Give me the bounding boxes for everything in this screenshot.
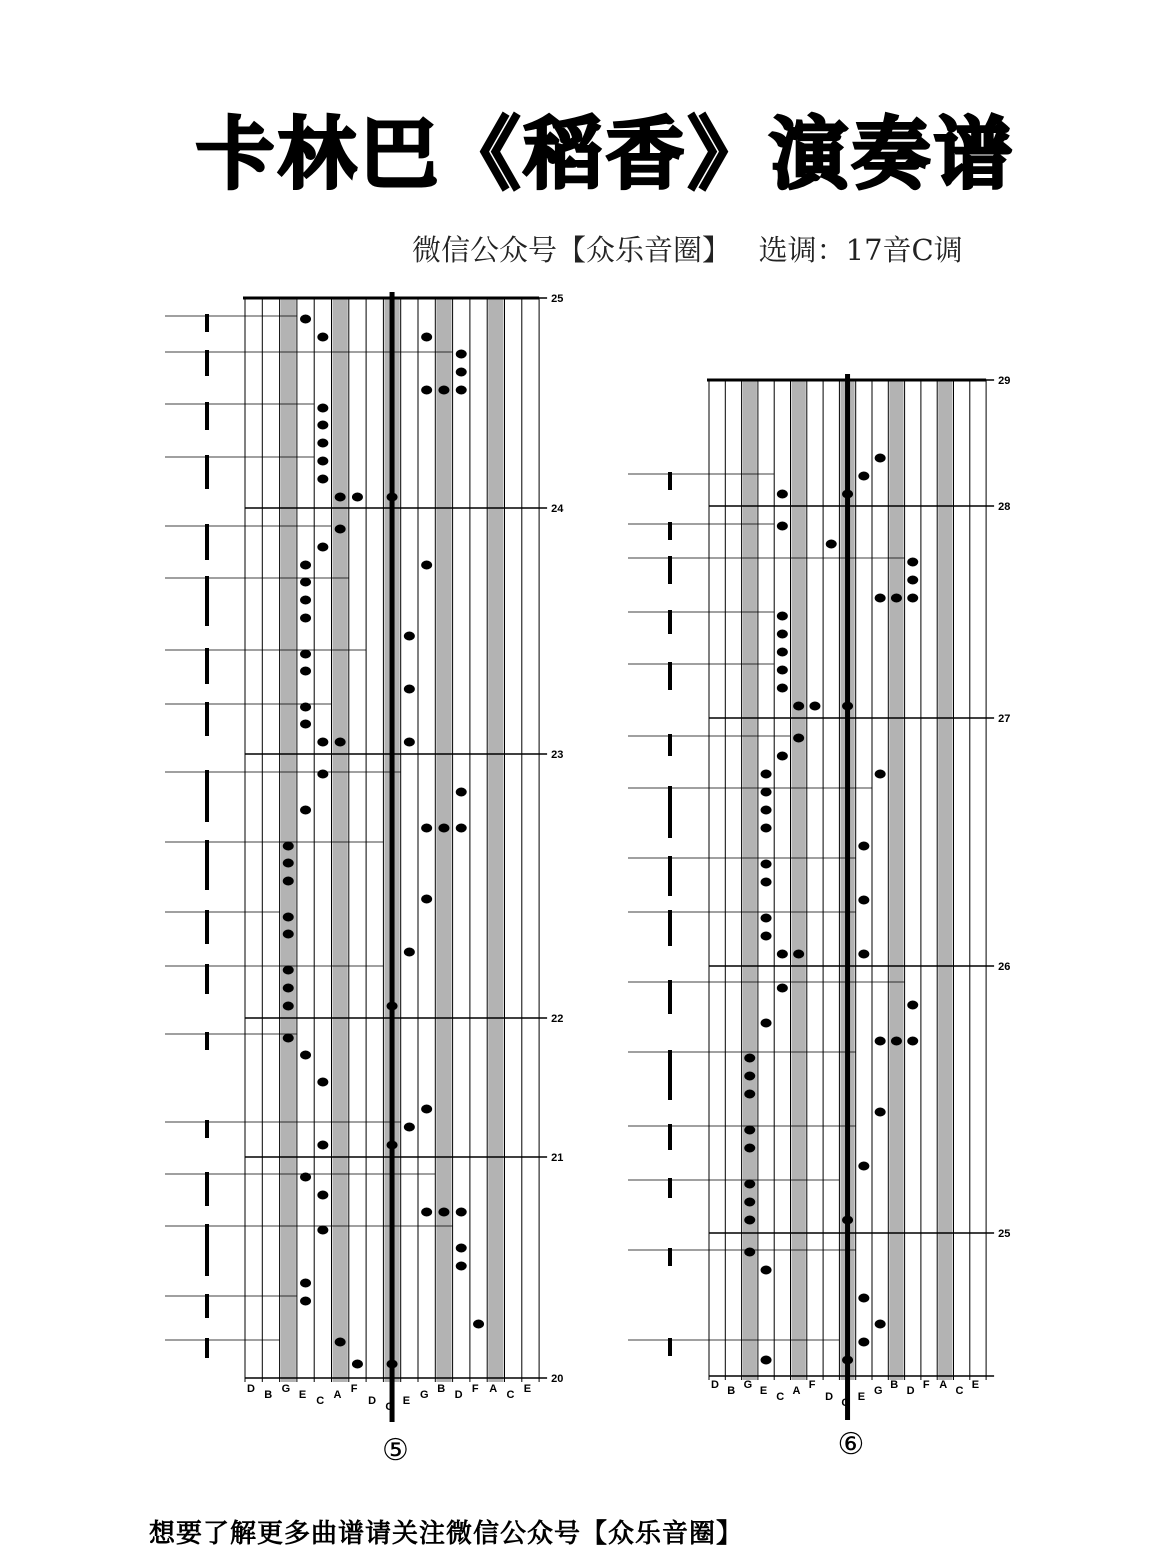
rhythm-bar [205, 1032, 209, 1050]
note-dot [317, 457, 328, 466]
note-dot [317, 439, 328, 448]
grey-tine [333, 298, 348, 1382]
note-dot [456, 1262, 467, 1271]
note-dot [283, 877, 294, 886]
note-dot [777, 950, 788, 959]
tine-label: A [489, 1383, 498, 1395]
note-dot [421, 1208, 432, 1217]
tine-label: E [298, 1389, 307, 1401]
rhythm-bar [205, 964, 209, 994]
rhythm-bar [205, 702, 209, 736]
note-dot [300, 1279, 311, 1288]
tine-label: B [890, 1379, 899, 1391]
tine-label: E [759, 1385, 768, 1397]
note-dot [891, 1037, 902, 1046]
note-dot [335, 493, 346, 502]
note-dot [761, 1356, 772, 1365]
note-dot [404, 948, 415, 957]
note-dot [793, 734, 804, 743]
note-dot [317, 770, 328, 779]
note-dot [283, 842, 294, 851]
note-dot [300, 1173, 311, 1182]
rhythm-bar [668, 980, 672, 1014]
note-dot [300, 315, 311, 324]
tine-label: F [471, 1383, 479, 1395]
note-dot [300, 667, 311, 676]
rhythm-bar [205, 840, 209, 890]
note-dot [891, 594, 902, 603]
note-dot [875, 1037, 886, 1046]
note-dot [317, 1141, 328, 1150]
note-dot [744, 1198, 755, 1207]
note-dot [777, 612, 788, 621]
rhythm-bar [668, 856, 672, 896]
note-dot [404, 738, 415, 747]
note-dot [777, 630, 788, 639]
note-dot [761, 878, 772, 887]
tine-label: G [743, 1379, 753, 1391]
note-dot [761, 914, 772, 923]
tine-label: B [437, 1383, 446, 1395]
tine-label: C [385, 1401, 394, 1413]
tine-label: G [420, 1389, 429, 1401]
rhythm-bar [668, 734, 672, 756]
rhythm-bar [205, 455, 209, 489]
tine-label: F [808, 1379, 816, 1391]
note-dot [744, 1054, 755, 1063]
note-dot [907, 1037, 918, 1046]
note-dot [744, 1248, 755, 1257]
tine-label: E [523, 1383, 532, 1395]
tine-label: E [857, 1391, 866, 1403]
rhythm-bar [668, 1124, 672, 1150]
tine-label: D [906, 1385, 915, 1397]
note-dot [438, 824, 449, 833]
grey-tine [281, 298, 296, 1382]
measure-number: 22 [551, 1013, 564, 1025]
rhythm-bar [205, 648, 209, 684]
note-dot [283, 930, 294, 939]
grey-tine [938, 380, 952, 1380]
note-dot [744, 1180, 755, 1189]
note-dot [283, 1002, 294, 1011]
note-dot [300, 614, 311, 623]
note-dot [421, 561, 432, 570]
rhythm-bar [668, 1248, 672, 1266]
note-dot [473, 1320, 484, 1329]
note-dot [387, 1360, 398, 1369]
grey-tine [488, 298, 503, 1382]
rhythm-bar [205, 576, 209, 626]
note-dot [456, 368, 467, 377]
note-dot [300, 596, 311, 605]
note-dot [300, 650, 311, 659]
tine-label: G [874, 1385, 883, 1397]
subtitle: 微信公众号【众乐音圈】 选调：17音C调 [412, 233, 963, 267]
rhythm-bar [668, 522, 672, 540]
measure-number: 26 [998, 961, 1011, 973]
page-title: 卡林巴《稻香》演奏谱 [195, 110, 1016, 200]
note-dot [744, 1126, 755, 1135]
note-dot [404, 632, 415, 641]
note-dot [300, 720, 311, 729]
note-dot [456, 350, 467, 359]
note-dot [858, 896, 869, 905]
grey-tine [792, 380, 806, 1380]
note-dot [335, 1338, 346, 1347]
tine-label: D [711, 1379, 719, 1391]
note-dot [335, 525, 346, 534]
note-dot [907, 594, 918, 603]
grey-tine [889, 380, 903, 1380]
note-dot [300, 578, 311, 587]
note-dot [352, 493, 363, 502]
note-dot [317, 738, 328, 747]
note-dot [421, 386, 432, 395]
tine-label: C [316, 1395, 325, 1407]
tine-label: D [247, 1383, 255, 1395]
rhythm-bar [205, 350, 209, 376]
tine-label: A [792, 1385, 801, 1397]
note-dot [842, 702, 853, 711]
note-dot [317, 475, 328, 484]
note-dot [907, 576, 918, 585]
rhythm-bar [668, 786, 672, 838]
note-dot [793, 950, 804, 959]
note-dot [387, 1002, 398, 1011]
note-dot [404, 685, 415, 694]
note-dot [858, 950, 869, 959]
note-dot [300, 1297, 311, 1306]
note-dot [335, 738, 346, 747]
rhythm-bar [205, 402, 209, 430]
measure-number: 24 [551, 503, 564, 515]
rhythm-bar [205, 314, 209, 332]
note-dot [761, 1266, 772, 1275]
note-dot [761, 1019, 772, 1028]
note-dot [777, 684, 788, 693]
section-number: ⑤ [382, 1433, 409, 1468]
rhythm-bar [668, 472, 672, 490]
rhythm-bar [668, 556, 672, 584]
note-dot [300, 1051, 311, 1060]
measure-number: 29 [998, 375, 1011, 387]
note-dot [858, 842, 869, 851]
note-dot [283, 966, 294, 975]
note-dot [858, 1338, 869, 1347]
measure-number: 27 [998, 713, 1011, 725]
rhythm-bar [205, 770, 209, 822]
rhythm-bar [668, 662, 672, 690]
footer-note: 想要了解更多曲谱请关注微信公众号【众乐音圈】 [148, 1519, 743, 1547]
rhythm-bar [205, 524, 209, 560]
note-dot [317, 1226, 328, 1235]
tine-label: C [955, 1385, 964, 1397]
section-number: ⑥ [837, 1427, 865, 1462]
tine-label: E [971, 1379, 980, 1391]
note-dot [421, 824, 432, 833]
tine-label: F [350, 1383, 358, 1395]
rhythm-bar [205, 1172, 209, 1206]
note-dot [387, 493, 398, 502]
note-dot [777, 666, 788, 675]
note-dot [793, 702, 804, 711]
note-dot [317, 1078, 328, 1087]
tine-label: C [506, 1389, 515, 1401]
tine-label: E [402, 1395, 411, 1407]
note-dot [777, 984, 788, 993]
note-dot [421, 1105, 432, 1114]
note-dot [283, 1034, 294, 1043]
tine-label: D [825, 1391, 834, 1403]
tine-label: D [368, 1395, 377, 1407]
note-dot [300, 561, 311, 570]
rhythm-bar [668, 1050, 672, 1100]
rhythm-bar [205, 1224, 209, 1276]
note-dot [761, 770, 772, 779]
rhythm-bar [668, 910, 672, 946]
note-dot [777, 490, 788, 499]
note-dot [826, 540, 837, 549]
note-dot [744, 1216, 755, 1225]
note-dot [438, 386, 449, 395]
note-dot [875, 1108, 886, 1117]
note-dot [317, 543, 328, 552]
measure-number: 21 [551, 1152, 564, 1164]
rhythm-bar [205, 910, 209, 944]
note-dot [456, 386, 467, 395]
note-dot [744, 1072, 755, 1081]
note-dot [456, 1244, 467, 1253]
note-dot [761, 824, 772, 833]
note-dot [317, 421, 328, 430]
note-dot [352, 1360, 363, 1369]
note-dot [404, 1123, 415, 1132]
measure-number: 25 [998, 1228, 1011, 1240]
note-dot [317, 1191, 328, 1200]
note-dot [300, 703, 311, 712]
note-dot [809, 702, 820, 711]
grey-tine [743, 380, 757, 1380]
note-dot [842, 1356, 853, 1365]
note-dot [777, 648, 788, 657]
note-dot [875, 770, 886, 779]
measure-number: 28 [998, 501, 1011, 513]
note-dot [777, 522, 788, 531]
note-dot [456, 824, 467, 833]
note-dot [777, 752, 788, 761]
note-dot [283, 859, 294, 868]
note-dot [761, 932, 772, 941]
note-dot [858, 1162, 869, 1171]
note-dot [858, 472, 869, 481]
tine-label: D [454, 1389, 463, 1401]
note-dot [456, 788, 467, 797]
rhythm-bar [668, 610, 672, 634]
note-dot [842, 490, 853, 499]
note-dot [744, 1144, 755, 1153]
tine-label: B [264, 1389, 273, 1401]
note-dot [761, 806, 772, 815]
note-dot [842, 1216, 853, 1225]
note-dot [744, 1090, 755, 1099]
tine-label: G [281, 1383, 291, 1395]
rhythm-bar [205, 1294, 209, 1318]
tine-label: F [922, 1379, 930, 1391]
note-dot [761, 788, 772, 797]
note-dot [421, 895, 432, 904]
rhythm-bar [205, 1338, 209, 1358]
note-dot [283, 984, 294, 993]
rhythm-bar [668, 1178, 672, 1198]
note-dot [421, 333, 432, 342]
note-dot [875, 454, 886, 463]
note-dot [438, 1208, 449, 1217]
note-dot [317, 404, 328, 413]
note-dot [300, 806, 311, 815]
note-dot [456, 1208, 467, 1217]
measure-number: 20 [551, 1373, 564, 1385]
note-dot [858, 1294, 869, 1303]
note-dot [907, 558, 918, 567]
note-dot [907, 1001, 918, 1010]
measure-number: 25 [551, 293, 564, 305]
note-dot [317, 333, 328, 342]
note-dot [283, 913, 294, 922]
grey-tine [436, 298, 451, 1382]
tine-label: B [727, 1385, 736, 1397]
note-dot [761, 860, 772, 869]
note-dot [387, 1141, 398, 1150]
rhythm-bar [205, 1120, 209, 1138]
tine-label: C [776, 1391, 785, 1403]
rhythm-bar [668, 1338, 672, 1356]
note-dot [875, 1320, 886, 1329]
tine-label: A [333, 1389, 342, 1401]
note-dot [875, 594, 886, 603]
measure-number: 23 [551, 749, 564, 761]
tine-label: C [841, 1397, 850, 1409]
tine-label: A [939, 1379, 948, 1391]
